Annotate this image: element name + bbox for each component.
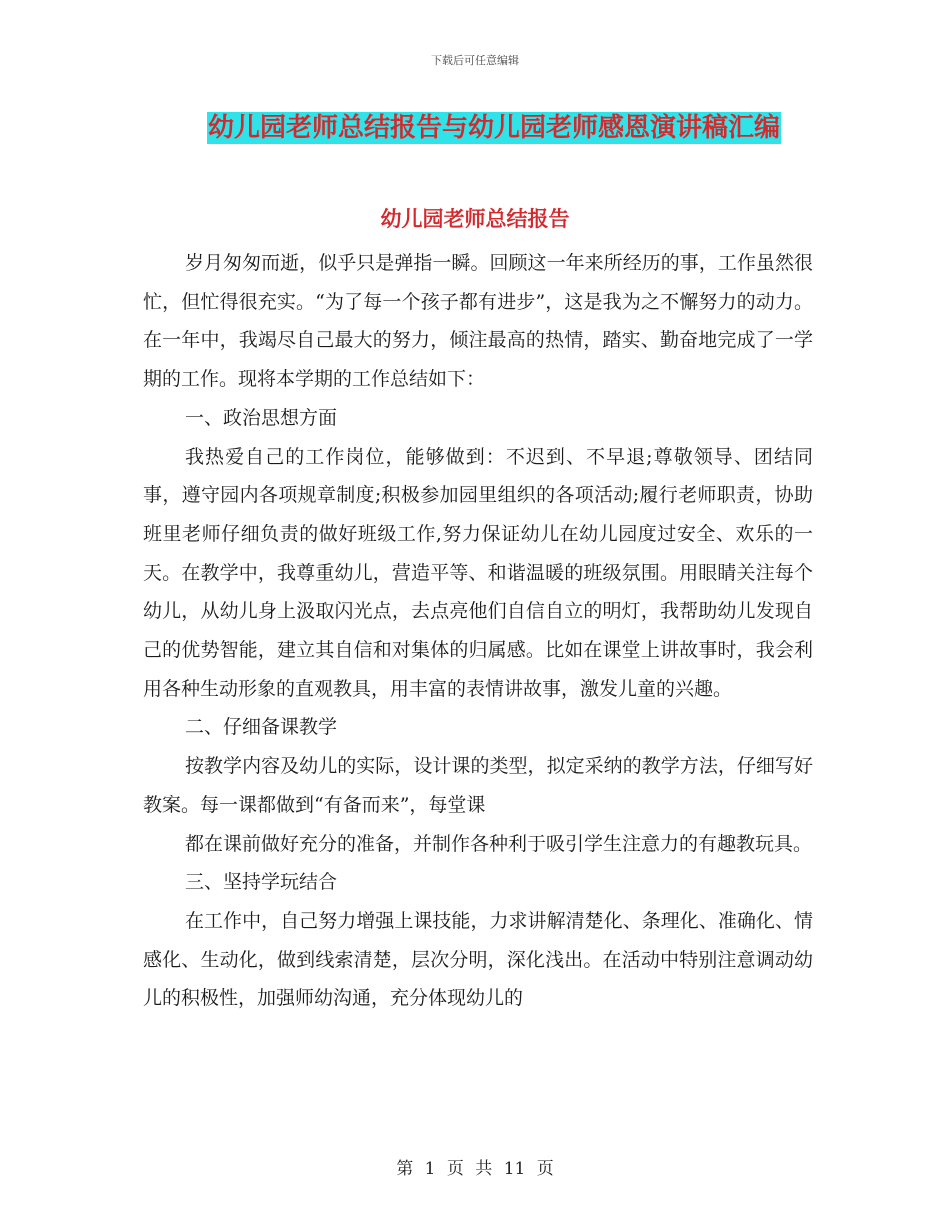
paragraph-lesson-prep-cont: 都在课前做好充分的准备，并制作各种利于吸引学生注意力的有趣教玩具。 (185, 832, 813, 855)
document-body (143, 244, 813, 1018)
paragraph-learn-play: 在工作中，自己努力增强上课技能，力求讲解清楚化、条理化、准确化、情感化、生动化，做到线索清楚，层次分明，深化浅出。在活动中特别注意调动幼儿的积极性，加强师幼沟通，充分体现幼儿的 (143, 909, 813, 1010)
paragraph-intro: 岁月匆匆而逝，似乎只是弹指一瞬。回顾这一年来所经历的事，工作虽然很忙，但忙得很充实。“为了每一个孩子都有进步”，这是我为之不懈努力的动力。在一年中，我竭尽自己最大的努力，倾注最高的热情，踏实、勤奋地完成了一学期的工作。现将本学期的工作总结如下： (143, 252, 813, 391)
document-title: 幼儿园老师总结报告与幼儿园老师感恩演讲稿汇编 (208, 113, 781, 143)
heading-learn-play: 三、坚持学玩结合 (185, 871, 338, 894)
section-title: 幼儿园老师总结报告 (380, 207, 570, 231)
page-header-note: 下载后可任意编辑 (431, 54, 519, 67)
heading-lesson-prep: 二、仔细备课教学 (185, 716, 338, 739)
page-number: 第 1 页 共 11 页 (396, 1159, 554, 1179)
paragraph-politics: 我热爱自己的工作岗位，能够做到：不迟到、不早退;尊敬领导、团结同事，遵守园内各项规章制度;积极参加园里组织的各项活动;履行老师职责，协助班里老师仔细负责的做好班级工作,努力保证幼儿在幼儿园度过安全、欢乐的一天。在教学中，我尊重幼儿，营造平等、和谐温暖的班级氛围。用眼睛关注每个幼儿，从幼儿身上汲取闪光点，去点亮他们自信自立的明灯，我帮助幼儿发现自己的优势智能，建立其自信和对集体的归属感。比如在课堂上讲故事时，我会利用各种生动形象的直观教具，用丰富的表情讲故事，激发儿童的兴趣。 (143, 445, 813, 700)
heading-politics: 一、政治思想方面 (185, 406, 338, 429)
paragraph-lesson-prep: 按教学内容及幼儿的实际，设计课的类型，拟定采纳的教学方法，仔细写好教案。每一课都做到“有备而来”，每堂课 (143, 755, 813, 816)
